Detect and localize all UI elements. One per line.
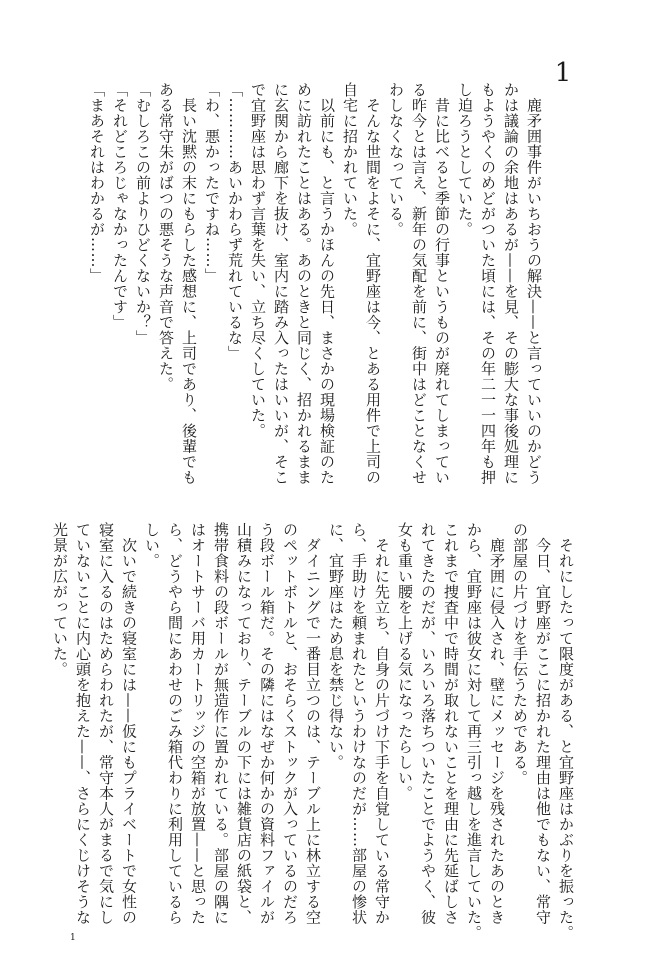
text-line: ら、どうやら間にあわせのごみ箱代わりに利用しているら bbox=[166, 522, 184, 925]
upper-text-block bbox=[88, 82, 545, 485]
text-line: れてきたのだが、いろいろ落ちついたことでようやく、彼 bbox=[419, 522, 437, 925]
chapter-number: 1 bbox=[554, 58, 572, 88]
text-line: 光景が広がっていた。 bbox=[51, 522, 69, 677]
text-line: わしなくなっている。 bbox=[387, 82, 405, 237]
text-line: そんな世間をよそに、宜野座は今、とある用件で上司の bbox=[364, 82, 382, 485]
text-line: 「…………あいかわらず荒れているな」 bbox=[226, 82, 244, 361]
text-line: のペットボトルと、おそらくストックが入っているのだろ bbox=[281, 522, 299, 925]
text-line: 寝室に入るのはためらわれたが、常守本人がまるで気にし bbox=[97, 522, 115, 925]
text-line: もようやくのめどがついた頃には、その年二一一四年も押 bbox=[479, 82, 497, 485]
text-line: それに先立ち、自身の片づけ下手を自覚している常守か bbox=[373, 522, 391, 925]
text-line: 女も重い腰を上げる気になったらしい。 bbox=[396, 522, 414, 801]
text-line: る昨今とは言え、新年の気配を前に、街中はどことなくせ bbox=[410, 82, 428, 485]
text-line: ある常守朱がばつの悪そうな声音で答えた。 bbox=[157, 82, 175, 392]
text-line: 携帯食料の段ボールが無造作に置かれている。部屋の隅に bbox=[212, 522, 230, 925]
text-line: に玄関から廊下を抜け、室内に踏み入ったはいいが、そこ bbox=[272, 82, 290, 485]
text-line: ていないことに内心頭を抱えた——、さらにくじけそうな bbox=[74, 522, 92, 925]
text-line: それにしたって限度がある、と宜野座はかぶりを振った。 bbox=[557, 522, 575, 941]
lower-text-block bbox=[51, 522, 577, 941]
text-line: から、宜野座は彼女に対して再三引っ越しを進言していた。 bbox=[465, 522, 483, 941]
text-line: ダイニングで一番目立つのは、テーブル上に林立する空 bbox=[304, 522, 322, 925]
text-line: 長い沈黙の末にもらした感想に、上司であり、後輩でも bbox=[180, 82, 198, 485]
text-line: 鹿矛囲に侵入され、壁にメッセージを残されたあのとき bbox=[488, 522, 506, 925]
text-line: はオートサーバ用カートリッジの空箱が放置——と思った bbox=[189, 522, 207, 925]
text-line: しい。 bbox=[143, 522, 161, 569]
text-line: の部屋の片づけを手伝うためである。 bbox=[511, 522, 529, 786]
text-line: これまで捜査中で時間が取れないことを理由に先延ばしさ bbox=[442, 522, 460, 925]
text-line: 次いで続きの寝室には——仮にもプライベートで女性の bbox=[120, 522, 138, 925]
text-line: 以前にも、と言うかほんの先日、まさかの現場検証のた bbox=[318, 82, 336, 485]
text-line: かは議論の余地はあるが——を見、その膨大な事後処理に bbox=[502, 82, 520, 485]
text-line: で宜野座は思わず言葉を失い、立ち尽くしていた。 bbox=[249, 82, 267, 439]
text-line: 自宅に招かれていた。 bbox=[341, 82, 359, 237]
text-line: めに訪れたことはある。あのときと同じく、招かれるまま bbox=[295, 82, 313, 485]
text-line: 「わ、悪かったですね……」 bbox=[203, 82, 221, 284]
text-line: う段ボール箱だ。その隣にはなぜか何かの資料ファイルが bbox=[258, 522, 276, 925]
text-line: 鹿矛囲事件がいちおうの解決——と言っていいのかどう bbox=[525, 82, 543, 485]
text-line: 「それどころじゃなかったんです」 bbox=[111, 82, 129, 330]
text-line: に、宜野座はため息を禁じ得ない。 bbox=[327, 522, 345, 770]
text-line: 昔に比べると季節の行事というものが廃れてしまってい bbox=[433, 82, 451, 485]
text-line: 山積みになっており、テーブルの下には雑貨店の紙袋と、 bbox=[235, 522, 253, 925]
page-number: 1 bbox=[70, 933, 76, 943]
text-line: ら、手助けを頼まれたというわけなのだが……部屋の惨状 bbox=[350, 522, 368, 925]
text-line: し迫ろうとしていた。 bbox=[456, 82, 474, 237]
text-line: 今日、宜野座がここに招かれた理由は他でもない、常守 bbox=[534, 522, 552, 925]
text-line: 「まあそれはわかるが……」 bbox=[88, 82, 106, 284]
text-line: 「むしろこの前よりひどくないか？」 bbox=[134, 82, 152, 346]
